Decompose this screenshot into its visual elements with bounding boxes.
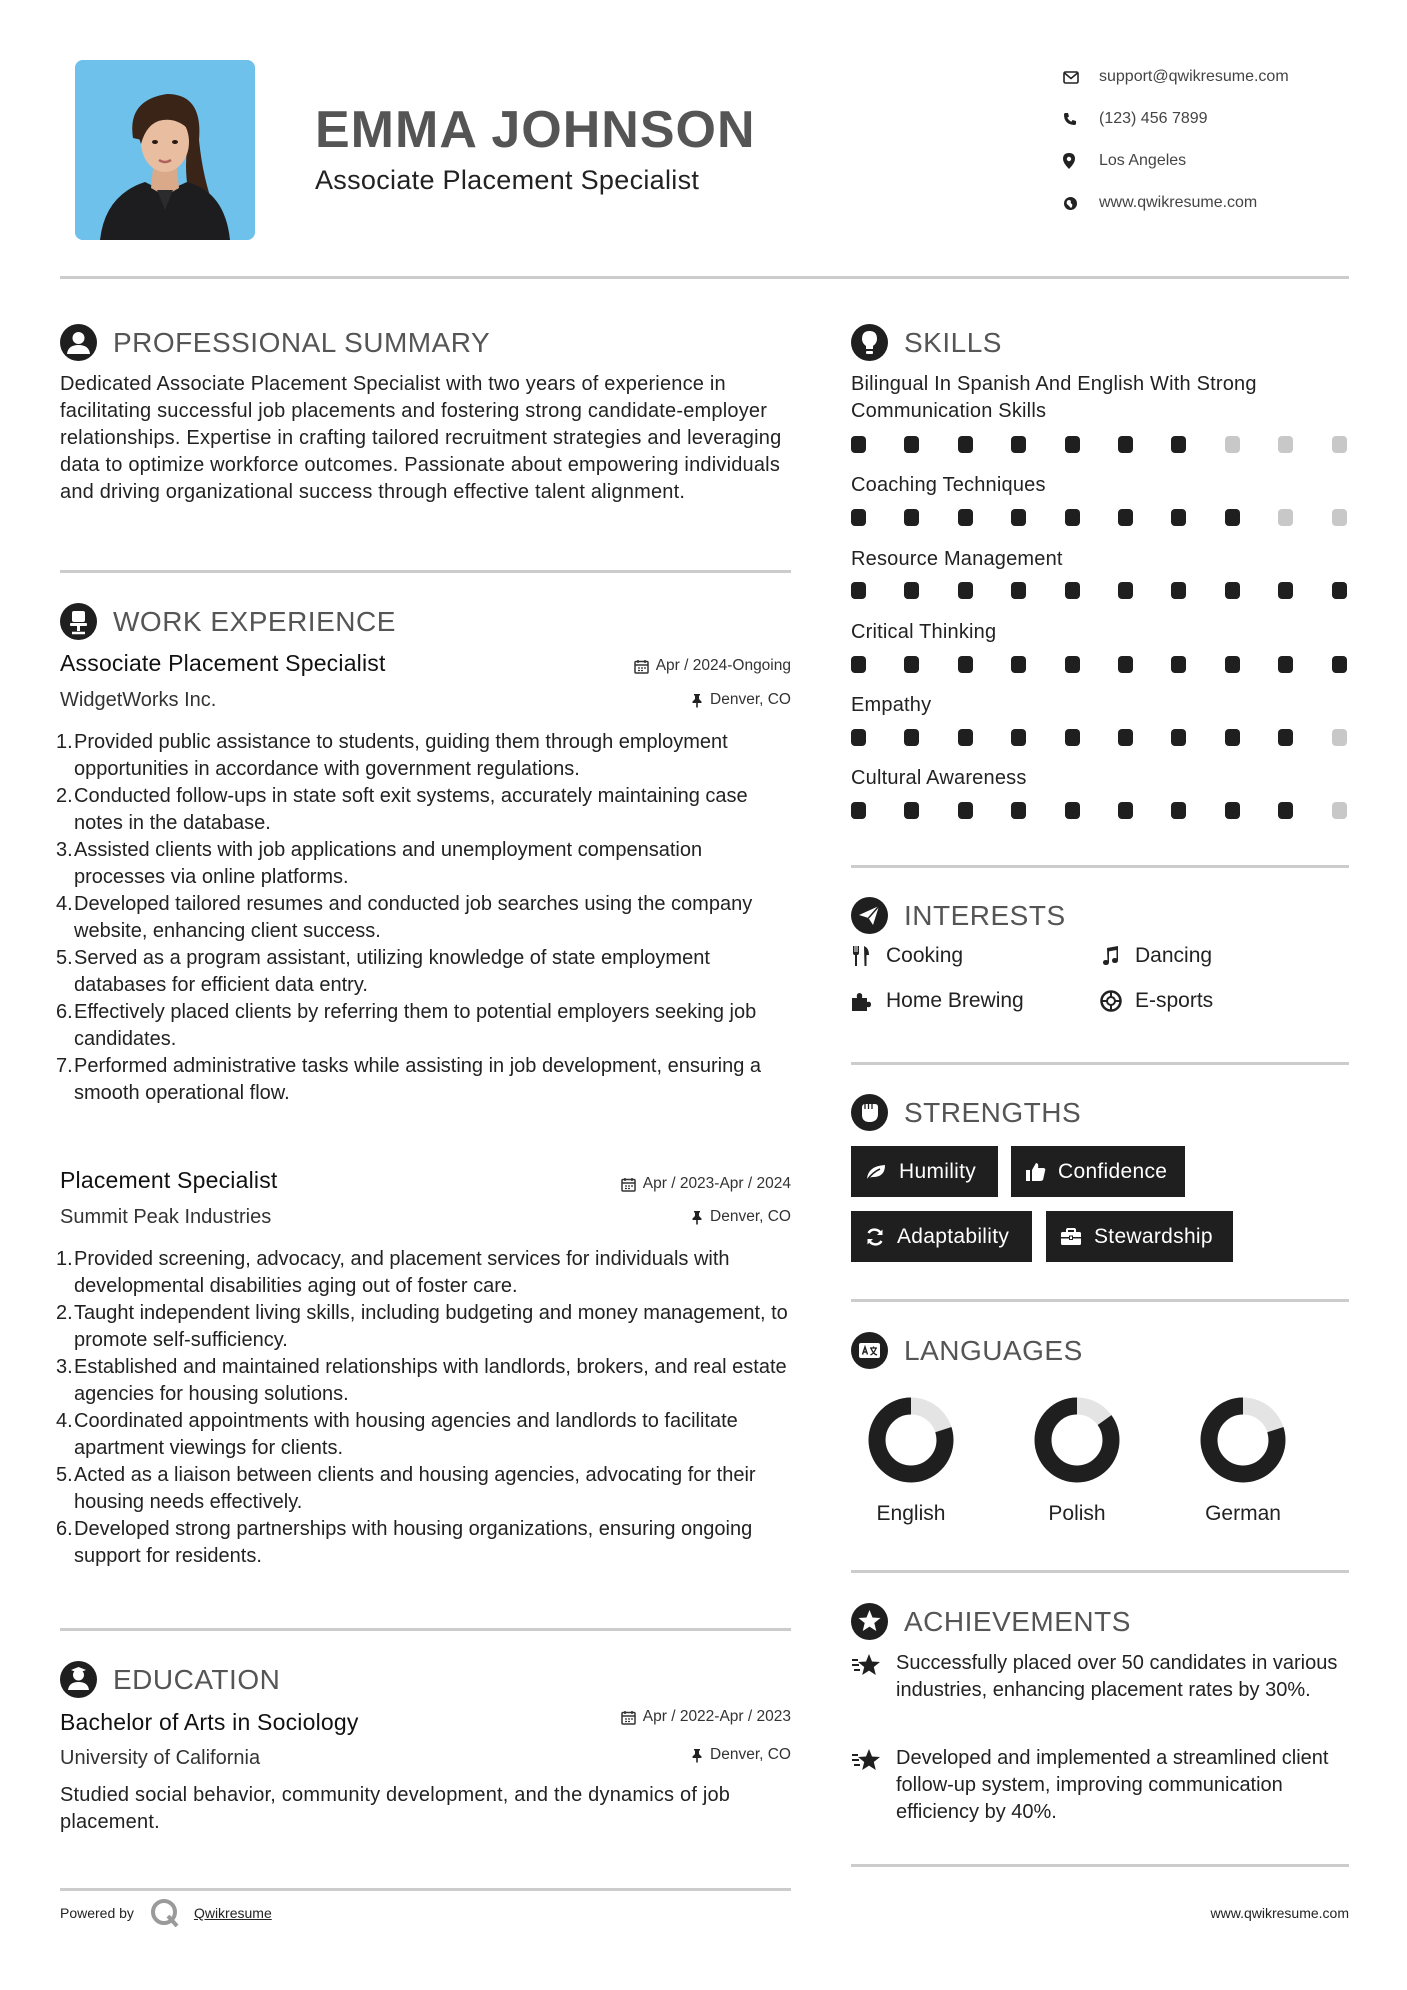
experience-header bbox=[60, 603, 396, 640]
fist-icon bbox=[851, 1094, 888, 1131]
contact-phone[interactable] bbox=[1063, 98, 1363, 140]
strengths-header bbox=[851, 1094, 1081, 1131]
achievements-heading: ACHIEVEMENTS bbox=[904, 1605, 1131, 1637]
skill-name: Empathy bbox=[851, 694, 932, 716]
rating-dot-filled bbox=[851, 509, 866, 526]
rating-dot-filled bbox=[958, 729, 973, 746]
strength-label: Confidence bbox=[1058, 1159, 1168, 1183]
rating-dot-filled bbox=[851, 802, 866, 819]
experience-divider bbox=[60, 1628, 791, 1631]
job-location-text: Denver, CO bbox=[710, 691, 791, 708]
summary-text: Dedicated Associate Placement Specialist with two years of experience in facilitating successful job placements and fostering strong candidate-employer relationships. Expertise in crafting tailored recruitment strategies and leveraging data to optimize workforce outcomes. Passionate about empowering individuals and driving organizational success through effective talent alignment. bbox=[60, 373, 782, 503]
language-icon bbox=[851, 1332, 888, 1369]
language-ring bbox=[1199, 1396, 1287, 1484]
header-divider bbox=[60, 276, 1349, 279]
skill-rating bbox=[851, 509, 1351, 527]
rating-dot-filled bbox=[851, 656, 866, 673]
interests-heading: INTERESTS bbox=[904, 899, 1066, 931]
skills-header bbox=[851, 324, 1002, 361]
globe-icon bbox=[1063, 196, 1099, 211]
rating-dot-filled bbox=[1065, 802, 1080, 819]
rating-dot-filled bbox=[1011, 582, 1026, 599]
degree-title: Bachelor of Arts in Sociology bbox=[60, 1709, 359, 1735]
summary-heading: PROFESSIONAL SUMMARY bbox=[113, 326, 491, 358]
contact-location bbox=[1063, 140, 1363, 182]
list-item: 2. Conducted follow-ups in state soft exit systems, accurately maintaining case notes in the database. bbox=[56, 785, 748, 834]
rating-dot-filled bbox=[1118, 436, 1133, 453]
calendar-icon bbox=[634, 659, 649, 674]
job-location bbox=[500, 1208, 791, 1226]
contact-email[interactable] bbox=[1063, 56, 1363, 98]
chair-icon bbox=[60, 603, 97, 640]
rating-dot-empty bbox=[1225, 436, 1240, 453]
achievement-item bbox=[851, 1745, 1351, 1826]
skill-name: Coaching Techniques bbox=[851, 474, 1046, 496]
rating-dot-filled bbox=[904, 582, 919, 599]
rating-dot-filled bbox=[1278, 802, 1293, 819]
job-company: Summit Peak Industries bbox=[60, 1206, 272, 1228]
job-dates bbox=[500, 657, 791, 675]
rating-dot-empty bbox=[1332, 436, 1347, 453]
skill-rating bbox=[851, 436, 1351, 454]
rating-dot-empty bbox=[1332, 509, 1347, 526]
footer-powered-by bbox=[60, 1898, 272, 1928]
rating-dot-filled bbox=[1118, 802, 1133, 819]
skill-name: Critical Thinking bbox=[851, 621, 997, 643]
gamepad-icon bbox=[1100, 990, 1135, 1012]
rating-dot-filled bbox=[1278, 729, 1293, 746]
rating-dot-empty bbox=[1332, 802, 1347, 819]
rating-dot-filled bbox=[1118, 582, 1133, 599]
education-location bbox=[500, 1746, 791, 1764]
list-item: 6. Effectively placed clients by referring them to potential employers seeking job candidates. bbox=[56, 1001, 757, 1050]
rating-dot-filled bbox=[851, 729, 866, 746]
achievement-text: Successfully placed over 50 candidates in various industries, enhancing placement rates by 30%. bbox=[896, 1652, 1338, 1701]
rating-dot-filled bbox=[904, 436, 919, 453]
rating-dot-filled bbox=[1225, 729, 1240, 746]
rating-dot-filled bbox=[904, 802, 919, 819]
contact-list bbox=[1063, 56, 1363, 224]
skills-divider bbox=[851, 865, 1349, 868]
job-location-text: Denver, CO bbox=[710, 1208, 791, 1225]
thumbs-up-icon bbox=[1025, 1162, 1046, 1182]
profile-photo bbox=[75, 60, 255, 240]
job-title: Associate Placement Specialist bbox=[60, 650, 386, 676]
language-label: German bbox=[1205, 1502, 1281, 1525]
briefcase-icon bbox=[1060, 1228, 1082, 1246]
sync-icon bbox=[865, 1227, 885, 1247]
rating-dot-filled bbox=[958, 436, 973, 453]
language-label: Polish bbox=[1048, 1502, 1106, 1525]
pushpin-icon bbox=[691, 693, 703, 708]
rating-dot-filled bbox=[1065, 436, 1080, 453]
list-item: 3. Assisted clients with job applications and unemployment compensation processes via online platforms. bbox=[56, 839, 703, 888]
envelope-icon bbox=[1063, 71, 1099, 84]
job-location bbox=[500, 691, 791, 709]
job-company: WidgetWorks Inc. bbox=[60, 689, 217, 711]
job-dates bbox=[500, 1175, 791, 1193]
education-location-text: Denver, CO bbox=[710, 1746, 791, 1763]
rating-dot-filled bbox=[1332, 582, 1347, 599]
rating-dot-filled bbox=[1278, 656, 1293, 673]
rating-dot-filled bbox=[958, 656, 973, 673]
interest-label: Home Brewing bbox=[886, 989, 1024, 1012]
strengths-divider bbox=[851, 1299, 1349, 1302]
candidate-title: Associate Placement Specialist bbox=[315, 165, 700, 195]
rating-dot-filled bbox=[1278, 582, 1293, 599]
languages-divider bbox=[851, 1570, 1349, 1573]
user-icon bbox=[60, 324, 97, 361]
rating-dot-filled bbox=[1171, 656, 1186, 673]
list-item: 7. Performed administrative tasks while assisting in job development, ensuring a smooth operational flow. bbox=[56, 1055, 762, 1104]
rating-dot-filled bbox=[851, 436, 866, 453]
rating-dot-empty bbox=[1278, 436, 1293, 453]
rating-dot-empty bbox=[1332, 729, 1347, 746]
pushpin-icon bbox=[691, 1210, 703, 1225]
school-name: University of California bbox=[60, 1747, 261, 1769]
skill-name: Resource Management bbox=[851, 548, 1063, 570]
rating-dot-filled bbox=[1225, 582, 1240, 599]
strengths-heading: STRENGTHS bbox=[904, 1096, 1082, 1128]
rating-dot-filled bbox=[1225, 509, 1240, 526]
qwikresume-link[interactable]: Qwikresume bbox=[193, 1905, 272, 1921]
rating-dot-filled bbox=[1171, 802, 1186, 819]
list-item: 3. Established and maintained relationships with landlords, brokers, and real estate agencies for housing solutions. bbox=[56, 1356, 787, 1405]
rating-dot-filled bbox=[904, 729, 919, 746]
leaf-icon bbox=[865, 1163, 887, 1181]
strength-label: Humility bbox=[899, 1159, 977, 1183]
achievement-text: Developed and implemented a streamlined client follow-up system, improving communication efficiency by 40%. bbox=[896, 1747, 1329, 1823]
strength-tag bbox=[851, 1211, 1032, 1262]
rating-dot-filled bbox=[1171, 729, 1186, 746]
rating-dot-filled bbox=[958, 802, 973, 819]
lightbulb-icon bbox=[851, 324, 888, 361]
achievement-item bbox=[851, 1650, 1351, 1704]
list-item: 5. Acted as a liaison between clients and housing agencies, advocating for their housing needs effectively. bbox=[56, 1464, 756, 1513]
rating-dot-filled bbox=[958, 509, 973, 526]
skills-heading: SKILLS bbox=[904, 326, 1002, 358]
language-ring bbox=[1033, 1396, 1121, 1484]
rating-dot-filled bbox=[1118, 729, 1133, 746]
education-divider bbox=[60, 1888, 791, 1891]
rating-dot-filled bbox=[1332, 656, 1347, 673]
graduate-icon bbox=[60, 1661, 97, 1698]
job-dates-text: Apr / 2024-Ongoing bbox=[655, 657, 791, 674]
rating-dot-filled bbox=[851, 582, 866, 599]
rating-dot-filled bbox=[1065, 656, 1080, 673]
calendar-icon bbox=[621, 1177, 636, 1192]
skill-rating bbox=[851, 582, 1351, 600]
strength-tag bbox=[851, 1146, 998, 1197]
star-icon bbox=[851, 1747, 883, 1781]
rating-dot-filled bbox=[1011, 436, 1026, 453]
list-item: 4. Developed tailored resumes and conducted job searches using the company website, enhancing client success. bbox=[56, 893, 753, 942]
achievements-divider bbox=[851, 1864, 1349, 1867]
contact-phone-text: (123) 456 7899 bbox=[1099, 110, 1208, 127]
education-heading: EDUCATION bbox=[113, 1663, 281, 1695]
interest-item bbox=[1100, 989, 1213, 1013]
contact-email-text: support@qwikresume.com bbox=[1099, 68, 1289, 85]
languages-heading: LANGUAGES bbox=[904, 1334, 1083, 1366]
rating-dot-filled bbox=[1171, 436, 1186, 453]
education-header bbox=[60, 1661, 280, 1698]
paper-plane-icon bbox=[851, 897, 888, 934]
rating-dot-filled bbox=[1065, 729, 1080, 746]
strength-tag bbox=[1046, 1211, 1233, 1262]
language-label: English bbox=[876, 1502, 946, 1525]
rating-dot-filled bbox=[1065, 509, 1080, 526]
job-title: Placement Specialist bbox=[60, 1167, 278, 1193]
interest-item bbox=[851, 989, 1024, 1013]
strength-label: Adaptability bbox=[897, 1224, 1010, 1248]
language-item bbox=[1178, 1396, 1308, 1526]
rating-dot-filled bbox=[1065, 582, 1080, 599]
interests-header bbox=[851, 897, 1066, 934]
language-ring bbox=[867, 1396, 955, 1484]
list-item: 6. Developed strong partnerships with housing organizations, ensuring ongoing support for residents. bbox=[56, 1518, 753, 1567]
star-badge-icon bbox=[851, 1603, 888, 1640]
language-item bbox=[1012, 1396, 1142, 1526]
list-item: 4. Coordinated appointments with housing agencies and landlords to facilitate apartment viewings for clients. bbox=[56, 1410, 738, 1459]
list-item: 1. Provided screening, advocacy, and placement services for individuals with developmental disabilities aging out of foster care. bbox=[56, 1248, 730, 1297]
powered-by-text: Powered by bbox=[60, 1905, 134, 1921]
rating-dot-filled bbox=[1118, 656, 1133, 673]
interest-item bbox=[1100, 944, 1212, 968]
education-dates-text: Apr / 2022-Apr / 2023 bbox=[642, 1708, 791, 1725]
rating-dot-filled bbox=[1011, 656, 1026, 673]
summary-divider bbox=[60, 570, 791, 573]
candidate-name: EMMA JOHNSON bbox=[315, 101, 756, 159]
interest-item bbox=[851, 944, 963, 968]
strength-label: Stewardship bbox=[1094, 1224, 1213, 1248]
contact-website-text: www.qwikresume.com bbox=[1099, 194, 1258, 211]
languages-header bbox=[851, 1332, 1083, 1369]
list-item: 1. Provided public assistance to students, guiding them through employment opportunities in accordance with government regulations. bbox=[56, 731, 728, 780]
interests-divider bbox=[851, 1062, 1349, 1065]
job-bullets bbox=[56, 729, 796, 1107]
pushpin-icon bbox=[691, 1748, 703, 1763]
rating-dot-filled bbox=[1225, 656, 1240, 673]
rating-dot-filled bbox=[1171, 509, 1186, 526]
rating-dot-filled bbox=[904, 509, 919, 526]
contact-website[interactable] bbox=[1063, 182, 1363, 224]
map-pin-icon bbox=[1063, 153, 1099, 169]
list-item: 5. Served as a program assistant, utilizing knowledge of state employment databases for efficient data entry. bbox=[56, 947, 710, 996]
rating-dot-filled bbox=[1011, 802, 1026, 819]
qwikresume-logo-icon bbox=[150, 1898, 180, 1928]
rating-dot-empty bbox=[1278, 509, 1293, 526]
rating-dot-filled bbox=[1011, 509, 1026, 526]
rating-dot-filled bbox=[1225, 802, 1240, 819]
rating-dot-filled bbox=[958, 582, 973, 599]
strength-tag bbox=[1011, 1146, 1185, 1197]
rating-dot-filled bbox=[1171, 582, 1186, 599]
job-bullets bbox=[56, 1246, 796, 1570]
rating-dot-filled bbox=[1118, 509, 1133, 526]
contact-location-text: Los Angeles bbox=[1099, 152, 1187, 169]
skill-name: Bilingual In Spanish And English With Strong Communication Skills bbox=[851, 373, 1257, 422]
skill-rating bbox=[851, 802, 1351, 820]
list-item: 2. Taught independent living skills, including budgeting and money management, to promote self-sufficiency. bbox=[56, 1302, 788, 1351]
education-dates bbox=[500, 1708, 791, 1726]
skill-rating bbox=[851, 656, 1351, 674]
summary-header bbox=[60, 324, 490, 361]
interest-label: Dancing bbox=[1135, 944, 1213, 967]
star-icon bbox=[851, 1652, 883, 1686]
experience-heading: WORK EXPERIENCE bbox=[113, 605, 396, 637]
job-dates-text: Apr / 2023-Apr / 2024 bbox=[642, 1175, 791, 1192]
interest-label: Cooking bbox=[886, 944, 964, 967]
puzzle-icon bbox=[851, 991, 886, 1011]
skill-name: Cultural Awareness bbox=[851, 767, 1027, 789]
education-description: Studied social behavior, community development, and the dynamics of job placement. bbox=[60, 1784, 731, 1833]
skill-rating bbox=[851, 729, 1351, 747]
language-item bbox=[846, 1396, 976, 1526]
interest-label: E-sports bbox=[1135, 989, 1214, 1012]
achievements-header bbox=[851, 1603, 1131, 1640]
rating-dot-filled bbox=[904, 656, 919, 673]
calendar-icon bbox=[621, 1710, 636, 1725]
rating-dot-filled bbox=[1011, 729, 1026, 746]
utensils-icon bbox=[851, 945, 886, 967]
phone-icon bbox=[1063, 112, 1099, 126]
music-note-icon bbox=[1100, 945, 1135, 967]
footer-website[interactable]: www.qwikresume.com bbox=[1210, 1905, 1349, 1921]
